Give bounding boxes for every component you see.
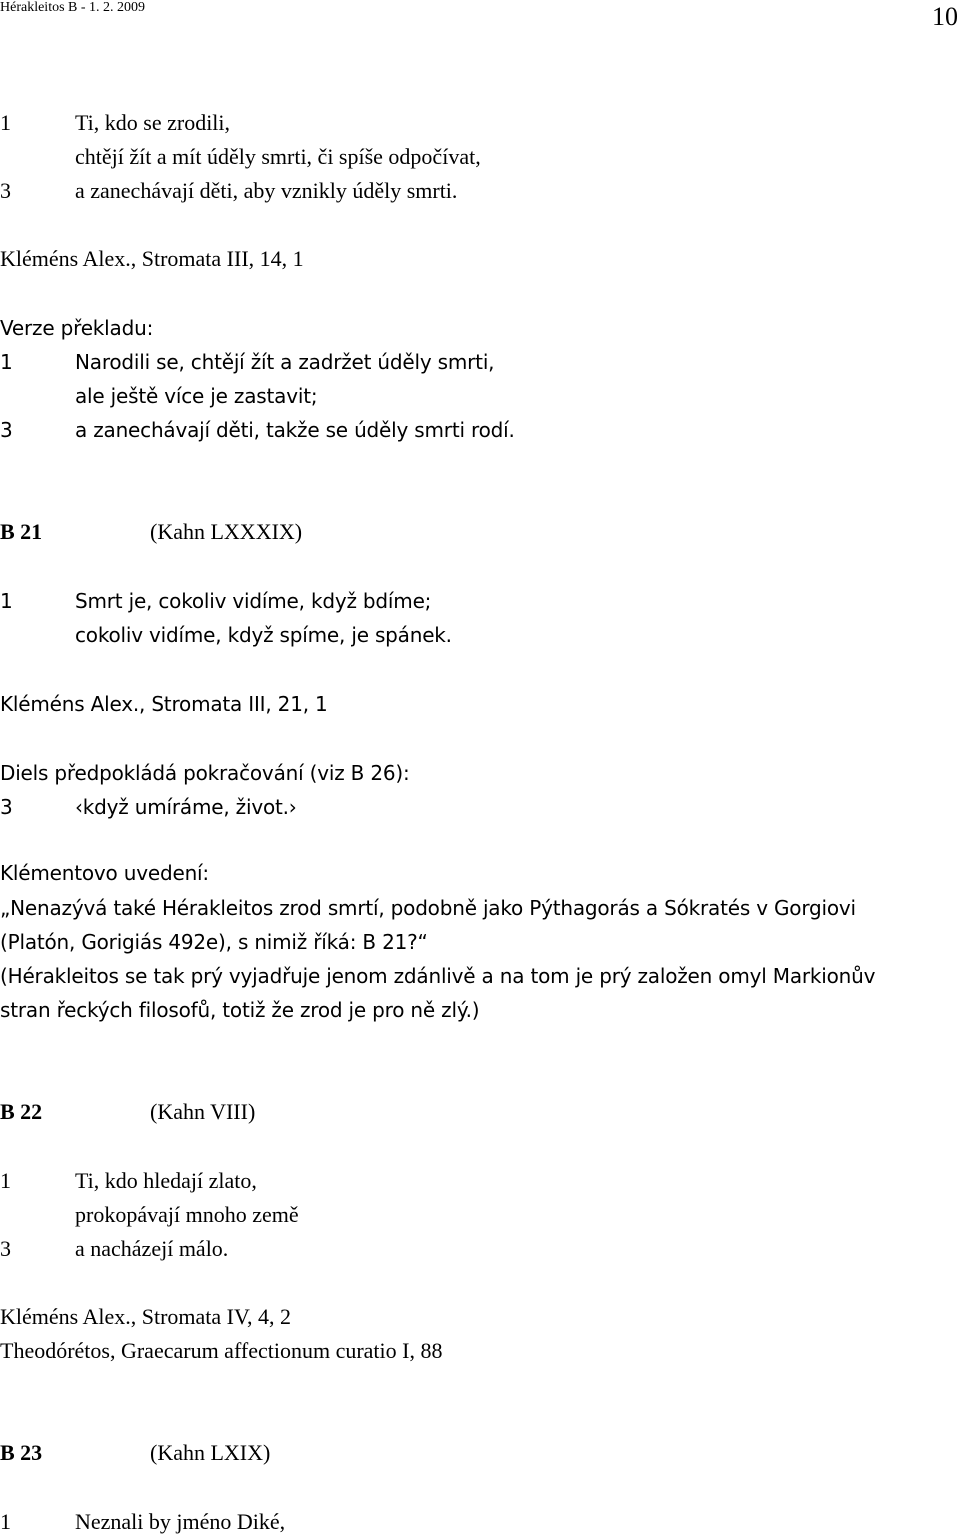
verse-text: Smrt je, cokoliv vidíme, když bdíme; — [75, 589, 432, 613]
verse-text: ale ještě více je zastavit; — [75, 384, 318, 408]
verse-number: 1 — [0, 1168, 11, 1193]
verse-number: 1 — [0, 110, 11, 135]
verse-text: a nacházejí málo. — [75, 1236, 229, 1261]
verse-text: prokopávají mnoho země — [75, 1202, 299, 1227]
source-citation: Theodórétos, Graecarum affectionum curatio I, 88 — [0, 1338, 443, 1363]
fragment-label: B 23 — [0, 1440, 43, 1465]
intro-heading: Klémentovo uvedení: — [0, 861, 209, 885]
verse-number: 1 — [0, 1509, 11, 1534]
diels-note: Diels předpokládá pokračování (viz B 26): — [0, 761, 410, 785]
running-title: Hérakleitos B - 1. 2. 2009 — [0, 0, 146, 15]
intro-line: stran řeckých filosofů, totiž že zrod je pro ně zlý.) — [0, 998, 480, 1022]
kahn-reference: (Kahn VIII) — [150, 1099, 256, 1124]
kahn-reference: (Kahn LXXXIX) — [150, 519, 303, 544]
verse-text: Narodili se, chtějí žít a zadržet úděly smrti, — [75, 350, 495, 374]
fragment-label: B 22 — [0, 1099, 43, 1124]
verse-text: Ti, kdo hledají zlato, — [75, 1168, 257, 1193]
verse-text: a zanechávají děti, takže se úděly smrti rodí. — [75, 418, 515, 442]
verse-number: 1 — [0, 589, 13, 613]
verse-number: 3 — [0, 795, 13, 819]
verse-text: Ti, kdo se zrodili, — [75, 110, 231, 135]
source-citation: Kléméns Alex., Stromata III, 21, 1 — [0, 692, 328, 716]
verse-text: ‹když umíráme, život.› — [75, 795, 297, 819]
verse-text: chtějí žít a mít úděly smrti, či spíše odpočívat, — [75, 144, 481, 169]
verse-number: 3 — [0, 178, 11, 203]
kahn-reference: (Kahn LXIX) — [150, 1440, 271, 1465]
source-citation: Kléméns Alex., Stromata IV, 4, 2 — [0, 1304, 292, 1329]
page-number: 10 — [932, 2, 958, 31]
verse-number: 3 — [0, 418, 13, 442]
verse-text: cokoliv vidíme, když spíme, je spánek. — [75, 623, 452, 647]
intro-line: (Hérakleitos se tak prý vyjadřuje jenom zdánlivě a na tom je prý založen omyl Markionův — [0, 964, 876, 988]
fragment-label: B 21 — [0, 519, 43, 544]
variant-heading: Verze překladu: — [0, 316, 154, 340]
intro-line: (Platón, Gorigiás 492e), s nimiž říká: B 21?“ — [0, 930, 428, 954]
verse-number: 1 — [0, 350, 13, 374]
verse-text: Neznali by jméno Diké, — [75, 1509, 286, 1534]
verse-text: a zanechávají děti, aby vznikly úděly smrti. — [75, 178, 458, 203]
intro-line: „Nenazývá také Hérakleitos zrod smrtí, podobně jako Pýthagorás a Sókratés v Gorgiovi — [0, 896, 856, 920]
source-citation: Kléméns Alex., Stromata III, 14, 1 — [0, 246, 304, 271]
verse-number: 3 — [0, 1236, 11, 1261]
